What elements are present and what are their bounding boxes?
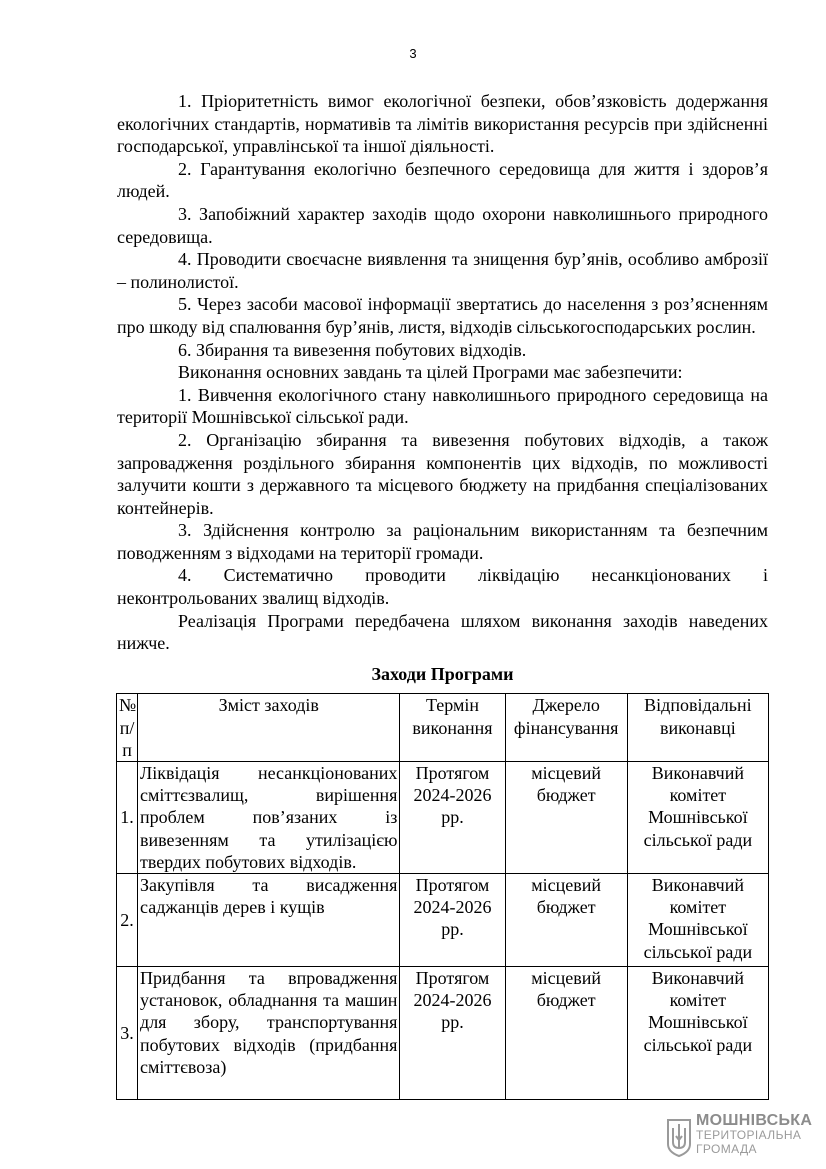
document-body: [117, 90, 768, 1100]
paragraph-12: Реалізація Програми передбачена шляхом виконання заходів наведених нижче.: [117, 610, 768, 654]
logo-line-1: МОШНІВСЬКА: [696, 1112, 813, 1129]
row-term: Протягом 2024-2026 рр.: [400, 762, 505, 874]
trident-coat-of-arms-icon: [666, 1118, 692, 1158]
row-num: 2.: [117, 874, 138, 967]
community-logo: [666, 1112, 813, 1162]
header-responsible: Відповідальні виконавці: [627, 694, 768, 762]
page-number: 3: [409, 46, 417, 61]
row-num: 1.: [117, 762, 138, 874]
header-source: Джерело фінансування: [505, 694, 627, 762]
logo-line-3: ГРОМАДА: [696, 1142, 757, 1156]
measures-table: [116, 693, 769, 1100]
paragraph-2: 2. Гарантування екологічно безпечного середовища для життя і здоров’я людей.: [117, 158, 768, 202]
row-term: Протягом 2024-2026 рр.: [400, 967, 505, 1100]
logo-text: [696, 1114, 812, 1156]
paragraph-11: 4. Систематично проводити ліквідацію несанкціонованих і неконтрольованих звалищ відходів.: [117, 565, 768, 609]
row-content: Закупівля та висадження саджанців дерев і кущів: [138, 874, 400, 967]
table-header-row: [117, 694, 769, 762]
row-term: Протягом 2024-2026 рр.: [400, 874, 505, 967]
paragraph-5: 5. Через засоби масової інформації звертатись до населення з роз’ясненням про шкоду від спалювання бур’янів, листя, відходів сільськогосподарських рослин.: [117, 294, 768, 337]
row-responsible: Виконавчий комітет Мошнівської сільської ради: [627, 874, 768, 967]
paragraph-1: 1. Пріоритетність вимог екологічної безпеки, обов’язковість додержання екологічних стандартів, нормативів та лімітів використання ресурсів при здійсненні господарської, управлінської та іншої діяльності.: [117, 91, 768, 157]
paragraph-8: 1. Вивчення екологічного стану навколишнього природного середовища на території Мошнівської сільської ради.: [117, 384, 768, 428]
row-source: місцевий бюджет: [505, 874, 627, 967]
paragraph-4: 4. Проводити своєчасне виявлення та знищення бур’янів, особливо амброзії – полинолистої.: [117, 249, 768, 292]
table-row: [117, 967, 769, 1100]
row-source: місцевий бюджет: [505, 967, 627, 1100]
row-num: 3.: [117, 967, 138, 1100]
header-content: Зміст заходів: [138, 694, 400, 762]
paragraph-6: 6. Збирання та вивезення побутових відходів.: [178, 339, 527, 360]
table-title: Заходи Програми: [371, 663, 514, 684]
header-term: Термін виконання: [400, 694, 505, 762]
row-content: Придбання та впровадження установок, обладнання та машин для збору, транспортування побутових відходів (придбання сміттєвоза): [138, 967, 400, 1100]
paragraph-7: Виконання основних завдань та цілей Програми має забезпечити:: [178, 362, 683, 383]
header-num: № п/п: [117, 694, 138, 762]
row-source: місцевий бюджет: [505, 762, 627, 874]
paragraph-9: 2. Організацію збирання та вивезення побутових відходів, а також запровадження роздільного збирання компонентів цих відходів, по можливості залучити кошти з державного та місцевого бюджету на придбання спеціалізованих контейнерів.: [117, 429, 768, 518]
logo-line-2: ТЕРИТОРІАЛЬНА: [696, 1128, 802, 1142]
row-responsible: Виконавчий комітет Мошнівської сільської ради: [627, 762, 768, 874]
row-responsible: Виконавчий комітет Мошнівської сільської ради: [627, 967, 768, 1100]
paragraph-3: 3. Запобіжний характер заходів щодо охорони навколишнього природного середовища.: [117, 203, 768, 247]
table-row: [117, 874, 769, 967]
table-row: [117, 762, 769, 874]
row-content: Ліквідація несанкціонованих сміттєзвалищ, вирішення проблем пов’язаних із вивезенням та утилізацією твердих побутових відходів.: [138, 762, 400, 874]
paragraph-10: 3. Здійснення контролю за раціональним використанням та безпечним поводженням з відходами на території громади.: [117, 520, 768, 563]
